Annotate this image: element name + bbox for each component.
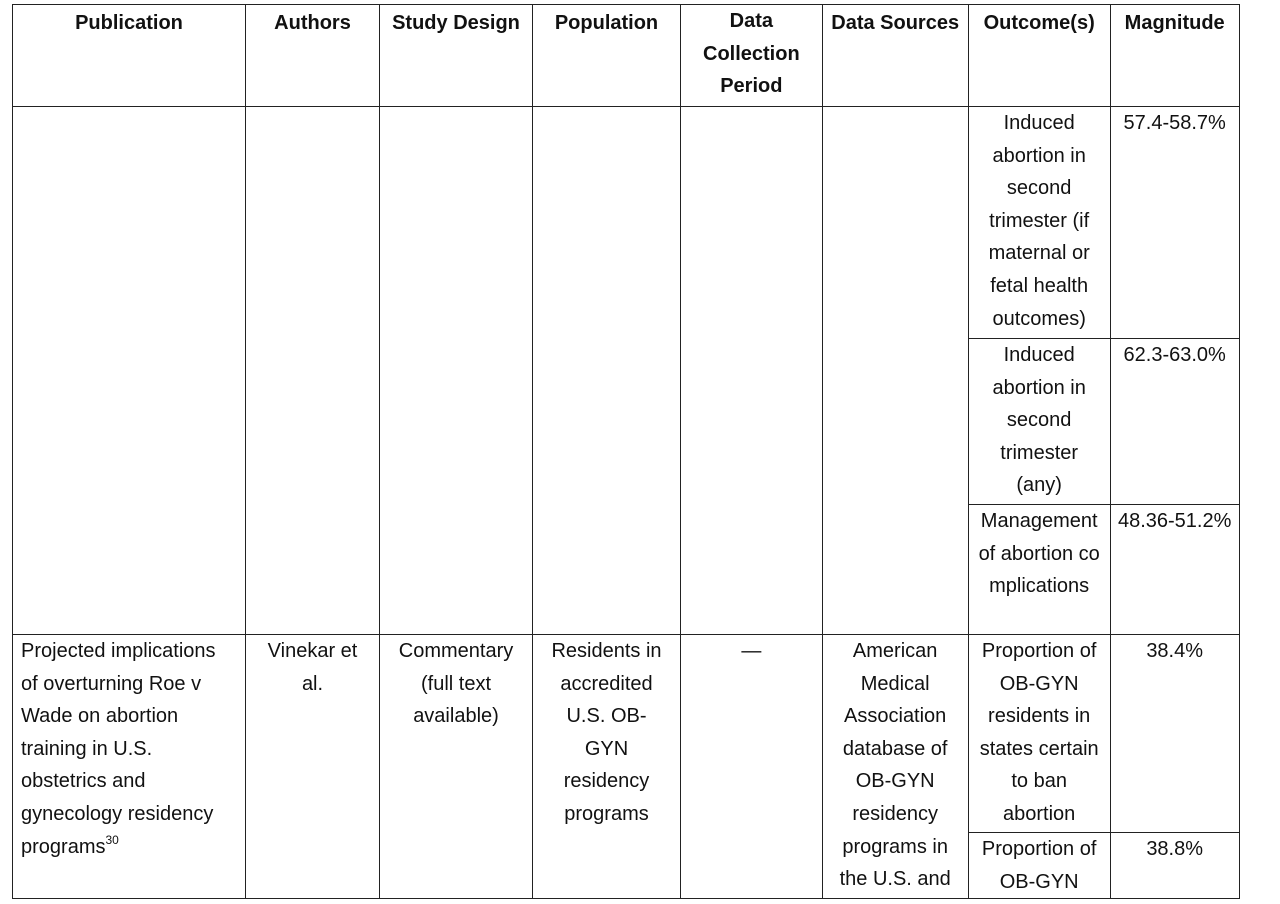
header-authors: Authors bbox=[246, 5, 380, 107]
continued-authors-cell bbox=[246, 107, 380, 635]
magnitude-cell: 57.4-58.7% bbox=[1110, 107, 1239, 339]
magnitude-cell: 48.36-51.2% bbox=[1110, 505, 1239, 635]
continued-population-cell bbox=[533, 107, 681, 635]
header-data-collection-period: Data Collection Period bbox=[681, 5, 823, 107]
data-collection-period-cell: — bbox=[681, 635, 823, 899]
header-data-sources: Data Sources bbox=[822, 5, 968, 107]
continued-publication-cell bbox=[13, 107, 246, 635]
continued-sources-cell bbox=[822, 107, 968, 635]
outcome-cell: Induced abortion in second trimester (if maternal or fetal health outcomes) bbox=[968, 107, 1110, 339]
header-study-design: Study Design bbox=[380, 5, 533, 107]
header-publication: Publication bbox=[13, 5, 246, 107]
outcome-cell: Management of abortion complications bbox=[968, 505, 1110, 635]
outcome-cell: Proportion of OB-GYN residents in states certain to ban abortion bbox=[968, 635, 1110, 833]
outcome-cell: Induced abortion in second trimester (any) bbox=[968, 339, 1110, 505]
continued-study-design-cell bbox=[380, 107, 533, 635]
table-row bbox=[13, 635, 1240, 833]
table-row bbox=[13, 107, 1240, 339]
header-magnitude: Magnitude bbox=[1110, 5, 1239, 107]
data-sources-cell: American Medical Association database of OB-GYN residency programs in the U.S. and bbox=[822, 635, 968, 899]
publication-title: Projected implications of overturning Roe v Wade on abortion training in U.S. obstetrics and gynecology residency programs bbox=[21, 640, 216, 858]
study-design-cell: Commentary (full text available) bbox=[380, 635, 533, 899]
header-population: Population bbox=[533, 5, 681, 107]
reference-number: 30 bbox=[105, 832, 119, 847]
header-outcomes: Outcome(s) bbox=[968, 5, 1110, 107]
outcome-cell: Proportion of OB-GYN bbox=[968, 833, 1110, 899]
publication-cell bbox=[13, 635, 246, 899]
authors-cell: Vinekar et al. bbox=[246, 635, 380, 899]
magnitude-cell: 38.4% bbox=[1110, 635, 1239, 833]
population-cell: Residents in accredited U.S. OB-GYN residency programs bbox=[533, 635, 681, 899]
header-row bbox=[13, 5, 1240, 107]
magnitude-cell: 62.3-63.0% bbox=[1110, 339, 1239, 505]
evidence-table bbox=[12, 4, 1240, 899]
continued-period-cell bbox=[681, 107, 823, 635]
magnitude-cell: 38.8% bbox=[1110, 833, 1239, 899]
